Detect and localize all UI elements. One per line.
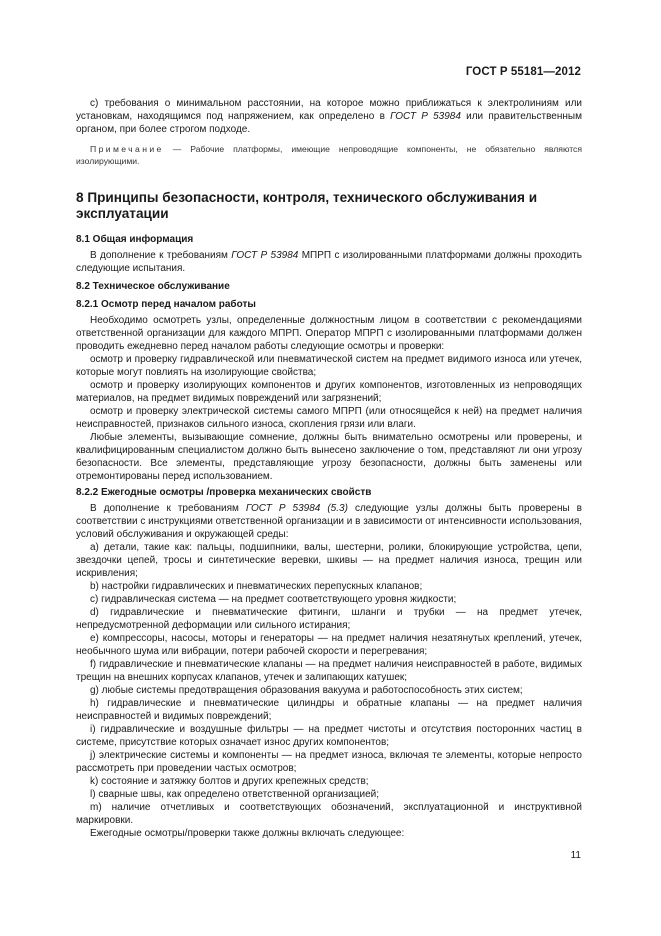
list-item: i) гидравлические и воздушные фильтры — на предмет чистоты и отсутствия посторонних частиц в системе, присутствие которых означает износ других компонентов; [76, 724, 582, 748]
note: Примечание — Рабочие платформы, имеющие непроводящие компоненты, не обязательно являются изолирующими. [76, 144, 582, 166]
list-item: d) гидравлические и пневматические фитинги, шланги и трубки — на предмет утечек, непредусмотренной деформации или сильного истирания; [76, 607, 582, 631]
list-item: а) детали, такие как: пальцы, подшипники, валы, шестерни, ролики, блокирующие устройства, цепи, звездочки цепей, тросы и синтетические веревки, шкивы — на предмет наличия износа, трещин или искривления; [76, 542, 582, 579]
section-8-2-title: 8.2 Техническое обслуживание [76, 281, 230, 292]
paragraph: Необходимо осмотреть узлы, определенные должностным лицом в соответствии с рекомендациями ответственной организации для каждого МПРП. Оператор МПРП с изолированными платформами должен проводить ежедневно перед началом работы следующие осмотры и проверки: [76, 315, 582, 352]
paragraph: Любые элементы, вызывающие сомнение, должны быть внимательно осмотрены или проверены, и квалифицированным специалистом должно быть вынесено заключение о том, представляют ли они угрозу безопасности. Все элементы, представляющие угрозу безопасности, должны быть заменены или отремонтированы перед использованием. [76, 432, 582, 482]
standard-reference: ГОСТ Р 53984 [231, 250, 299, 261]
list-item: c) гидравлическая система — на предмет соответствующего уровня жидкости; [90, 594, 457, 605]
page-header: ГОСТ Р 55181—2012 [465, 66, 581, 78]
list-item: b) настройки гидравлических и пневматических перепускных клапанов; [90, 581, 423, 592]
note-label: Примечание [90, 144, 164, 154]
section-8-2-2-title: 8.2.2 Ежегодные осмотры /проверка механических свойств [76, 487, 372, 498]
section-8-1-paragraph: В дополнение к требованиям ГОСТ Р 53984 МПРП с изолированными платформами должны проходить следующие испытания. [76, 250, 582, 274]
paragraph: осмотр и проверку электрической системы самого МПРП (или относящейся к ней) на предмет наличия неисправностей, признаков сильного износа, скопления грязи или влаги. [76, 406, 582, 430]
section-8-title: 8 Принципы безопасности, контроля, технического обслуживания и эксплуатации [76, 190, 538, 221]
page-number: 11 [570, 850, 581, 861]
list-item: f) гидравлические и пневматические клапаны — на предмет наличия неисправностей в работе, видимых трещин на внешних корпусах клапанов, утечек и залипающих катушек; [76, 659, 582, 683]
document-body [76, 97, 582, 840]
section-8-2-1-title: 8.2.1 Осмотр перед началом работы [76, 299, 256, 310]
list-item: e) компрессоры, насосы, моторы и генераторы — на предмет наличия незатянутых креплений, утечек, необычного шума или вибрации, потери рабочей скорости и перегревания; [76, 633, 582, 657]
paragraph: осмотр и проверку гидравлической или пневматической систем на предмет видимого износа или утечек, которые могут повлиять на изолирующие свойства; [76, 354, 582, 378]
standard-reference: ГОСТ Р 53984 [390, 111, 461, 122]
list-item: k) состояние и затяжку болтов и других крепежных средств; [90, 776, 369, 787]
list-item: h) гидравлические и пневматические цилиндры и обратные клапаны — на предмет наличия неисправностей и видимых повреждений; [76, 698, 582, 722]
list-item: j) электрические системы и компоненты — на предмет износа, включая те элементы, которые непросто рассмотреть при проведении частых осмотров; [76, 750, 582, 774]
item-c-paragraph: c) требования о минимальном расстоянии, на которое можно приближаться к электролиниям или установкам, находящимся под напряжением, как определено в ГОСТ Р 53984 или правительственным органом, при более строгом подходе. [76, 98, 582, 135]
list-item: m) наличие отчетливых и соответствующих обозначений, эксплуатационной и инструктивной маркировки. [76, 802, 582, 826]
paragraph: осмотр и проверку изолирующих компонентов и других компонентов, изготовленных из непроводящих материалов, на предмет видимых повреждений или загрязнений; [76, 380, 582, 404]
standard-reference: ГОСТ Р 53984 (5.3) [245, 503, 348, 514]
list-item: l) сварные швы, как определено ответственной организацией; [90, 789, 380, 800]
list-item: g) любые системы предотвращения образования вакуума и работоспособность этих систем; [90, 685, 523, 696]
section-8-2-2-intro: В дополнение к требованиям ГОСТ Р 53984 (5.3) следующие узлы должны быть проверены в соответствии с инструкциями ответственной организации и в зависимости от интенсивности использования, условий обслуживания и окружающей среды: [76, 503, 583, 540]
section-8-1-title: 8.1 Общая информация [76, 234, 194, 245]
closing-paragraph: Ежегодные осмотры/проверки также должны включать следующее: [90, 828, 405, 839]
